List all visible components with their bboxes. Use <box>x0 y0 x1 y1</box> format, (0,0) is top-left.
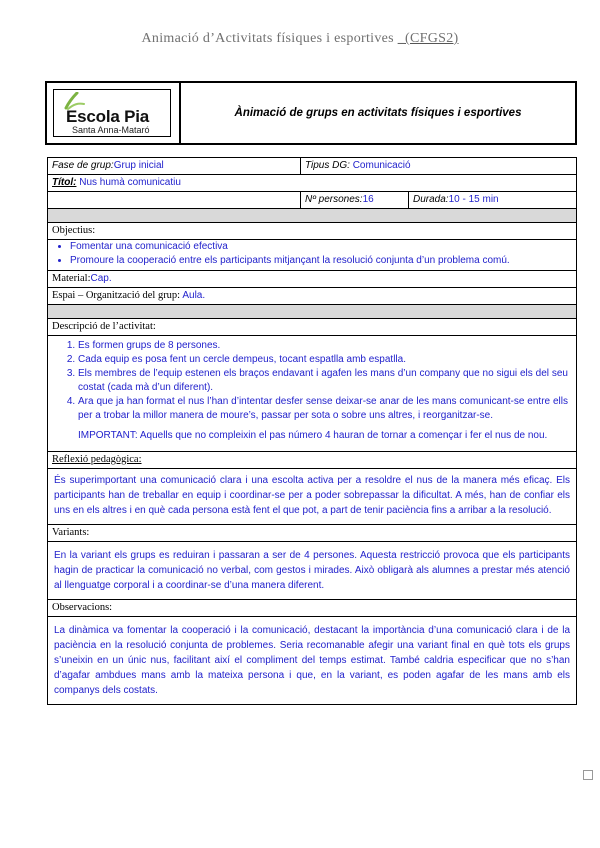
row-variants-label <box>48 525 576 542</box>
activity-sheet <box>47 157 577 705</box>
objectius-label: Objectius: <box>52 225 96 236</box>
material-label: Material: <box>52 273 91 284</box>
fase-value: Grup inicial <box>113 160 164 171</box>
logo-banner <box>45 81 577 145</box>
objectius-list <box>48 240 576 270</box>
page-header <box>0 31 600 47</box>
list-item: 4. Ara que ja han format el nus l’han d’intentar desfer sense deixar-se anar de les mans comunicant-se entre ells per a trobar la millor manera de moure’s, passar per sota o sobre uns altres, i reorganitzar-se. <box>78 395 568 423</box>
row-variants <box>48 542 576 600</box>
row-descripcio-label <box>48 319 576 336</box>
espai-cell <box>48 288 576 304</box>
list-item: 2. Cada equip es posa fent un cercle dempeus, tocant espatlla amb espatlla. <box>78 353 568 367</box>
row-descripcio <box>48 336 576 452</box>
list-item: • Promoure la cooperació entre els participants mitjançant la resolució conjunta d’un problema comú. <box>70 254 570 267</box>
row-reflexio <box>48 469 576 525</box>
durada-value: 10 - 15 min <box>448 194 499 205</box>
row-objectius-label <box>48 223 576 240</box>
separator-bar <box>48 209 576 223</box>
row-fase-tipus <box>48 158 576 175</box>
durada-cell <box>408 192 576 208</box>
row-objectius <box>48 240 576 271</box>
material-value: Cap. <box>90 273 112 284</box>
empty-cell <box>48 192 300 208</box>
list-item: • Fomentar una comunicació efectiva <box>70 240 570 253</box>
logo-name: Escola Pia <box>66 107 150 126</box>
row-material <box>48 271 576 288</box>
list-item: 3. Els membres de l’equip estenen els braços endavant i agafen les mans d’un company que no sigui els del seu costat (cada mà d’un diferent). <box>78 367 568 395</box>
fase-label: Fase de grup: <box>52 160 114 171</box>
durada-label: Durada: <box>413 194 449 205</box>
observacions-label: Observacions: <box>52 602 113 613</box>
course-code: (CFGS2) <box>405 31 459 46</box>
row-observacions <box>48 617 576 704</box>
row-persones-durada <box>48 192 576 209</box>
tipus-value: Comunicació <box>349 160 411 171</box>
persones-value: 16 <box>362 194 374 205</box>
espai-value: Aula. <box>180 290 206 301</box>
document-title: Animació d’Activitats físiques i esportives <box>141 31 394 46</box>
persones-label: Nº persones: <box>305 194 363 205</box>
logo-subtitle: Santa Anna-Mataró <box>72 125 150 135</box>
tipus-label: Tipus DG: <box>305 160 350 171</box>
row-titol <box>48 175 576 192</box>
resize-handle[interactable] <box>583 770 593 780</box>
persones-cell <box>300 192 408 208</box>
list-item: 1. Es formen grups de 8 persones. <box>78 339 568 353</box>
espai-label: Espai – Organització del grup: <box>52 290 181 301</box>
observacions-text: La dinàmica va fomentar la cooperació i la comunicació, destacant la importància d’una comunicació clara i de la paciència en la resolució conjunta de problemes. Seria recomanable afegir una variant final en què tots els grups s’uneixin en un únic nus, facilitant així el compliment del temps estimat. També caldria especificar que no s’han d’agafar ambdues mans amb la mateixa persona i que, en la variant, es poden agafar de les mans amb els companys dels costats. <box>54 625 570 696</box>
row-observacions-label <box>48 600 576 617</box>
row-espai <box>48 288 576 305</box>
steps-list <box>48 336 576 423</box>
row-reflexio-label <box>48 452 576 469</box>
titol-cell <box>48 175 576 191</box>
banner-title: Ànimació de grups en activitats físiques i esportives <box>234 107 522 119</box>
tipus-cell <box>300 158 576 174</box>
fase-cell <box>48 158 300 174</box>
reflexio-label: Reflexió pedagògica: <box>52 454 142 465</box>
school-logo <box>53 89 171 137</box>
title-underline-gap: _ <box>397 31 406 46</box>
variants-text: En la variant els grups es reduiran i passaran a ser de 4 persones. Aquesta restricció provoca que els participants hagin de practicar la comunicació no verbal, com gestos i mirades. Això obligarà als alumnes a prestar més atenció al llenguatge corporal i a coordinar-se d’una manera diferent. <box>54 550 570 591</box>
important-note: IMPORTANT: Aquells que no compleixin el pas número 4 hauran de tornar a començar i fer el nus de nou. <box>78 430 548 441</box>
titol-label: Títol: <box>52 177 77 188</box>
separator-bar <box>48 305 576 319</box>
reflexio-text: És superimportant una comunicació clara i una escolta activa per a resoldre el nus de la manera més eficaç. Els participants han de treballar en equip i coordinar-se per a poder sobrepassar la dificultat. A més, han de confiar els uns en els altres i en què cada persona està fent el que pot, a part de tenir paciència fins a arribar a la resolució. <box>54 475 570 516</box>
descripcio-label: Descripció de l’activitat: <box>52 321 156 332</box>
variants-label: Variants: <box>52 527 90 538</box>
material-cell <box>48 271 576 287</box>
titol-value: Nus humà comunicatiu <box>76 177 181 188</box>
